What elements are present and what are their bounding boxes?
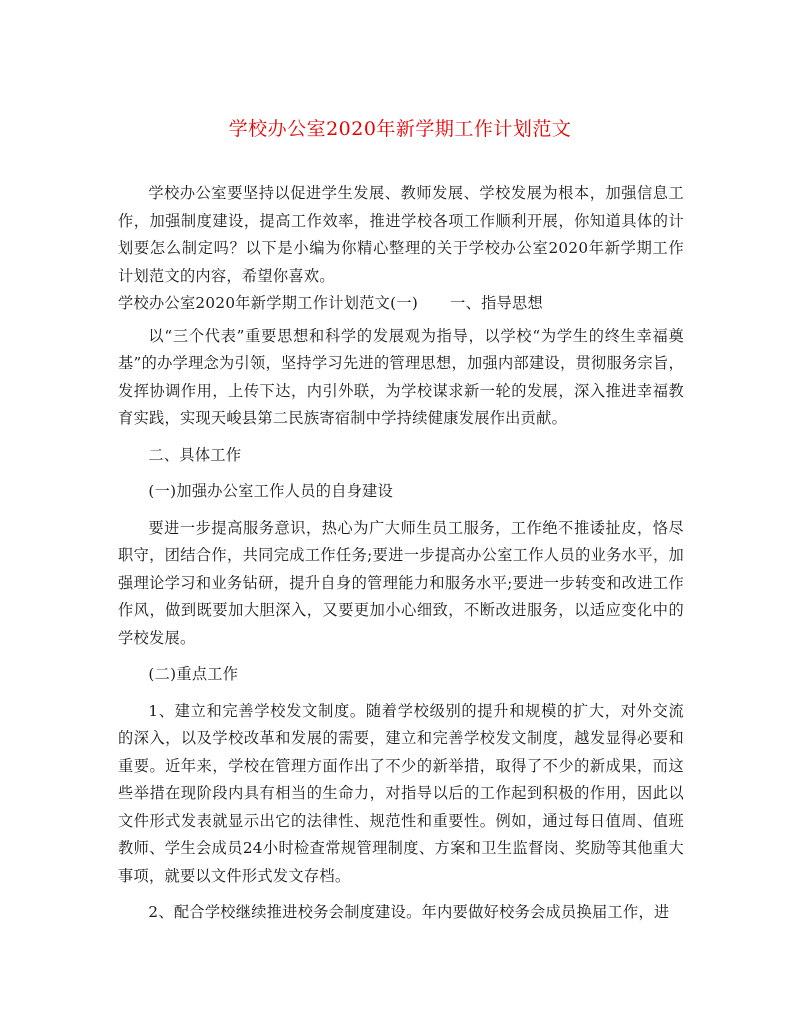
self-building-paragraph: 要进一步提高服务意识，热心为广大师生员工服务，工作绝不推诿扯皮，恪尽职守，团结合作，共同完成工作任务;要进一步提高办公室工作人员的业务水平，加强理论学习和业务钻研，提升自身的管理能力和服务水平;要进一步转变和改进工作作风，做到既要加大胆深入，又要更加小心细致，不断改进服务，以适应变化中的学校发展。	[118, 518, 684, 647]
section-title: 学校办公室2020年新学期工作计划范文(一)	[118, 294, 419, 312]
key-work-item-2: 2、配合学校继续推进校务会制度建设。年内要做好校务会成员换届工作，进	[148, 903, 670, 921]
section-heading-guiding: 一、指导思想	[450, 294, 544, 312]
section-heading-specific: 二、具体工作	[148, 445, 242, 464]
key-work-item-1: 1、建立和完善学校发文制度。随着学校级别的提升和规模的扩大，对外交流的深入，以及学校改革和发展的需要，建立和完善学校发文制度，越发显得必要和重要。近年来，学校在管理方面作出了不少的新举措，取得了不少的新成果，而这些举措在现阶段内具有相当的生命力，对指导以后的工作起到积极的作用，因此以文件形式发表就显示出它的法律性、规范性和重要性。例如，通过每日值周、值班教师、学生会成员24小时检查常规管理制度、方案和卫生监督岗、奖励等其他重大事项，就要以文件形式发文存档。	[118, 701, 684, 885]
document-body	[118, 180, 684, 927]
document-title: 学校办公室2020年新学期工作计划范文	[228, 118, 572, 140]
intro-paragraph: 学校办公室要坚持以促进学生发展、教师发展、学校发展为根本，加强信息工作，加强制度建设，提高工作效率，推进学校各项工作顺利开展，你知道具体的计划要怎么制定吗？以下是小编为你精心整理的关于学校办公室2020年新学期工作计划范文的内容，希望你喜欢。	[118, 184, 684, 285]
section-title-row	[118, 290, 684, 318]
sub-heading-self-building: (一)加强办公室工作人员的自身建设	[148, 482, 394, 500]
guiding-paragraph: 以“三个代表”重要思想和科学的发展观为指导，以学校“为学生的终生幸福奠基”的办学理念为引领，坚持学习先进的管理思想，加强内部建设，贯彻服务宗旨，发挥协调作用，上传下达，内引外联，为学校谋求新一轮的发展，深入推进幸福教育实践，实现天峻县第二民族寄宿制中学持续健康发展作出贡献。	[118, 326, 684, 427]
sub-heading-key-work: (二)重点工作	[148, 665, 239, 683]
